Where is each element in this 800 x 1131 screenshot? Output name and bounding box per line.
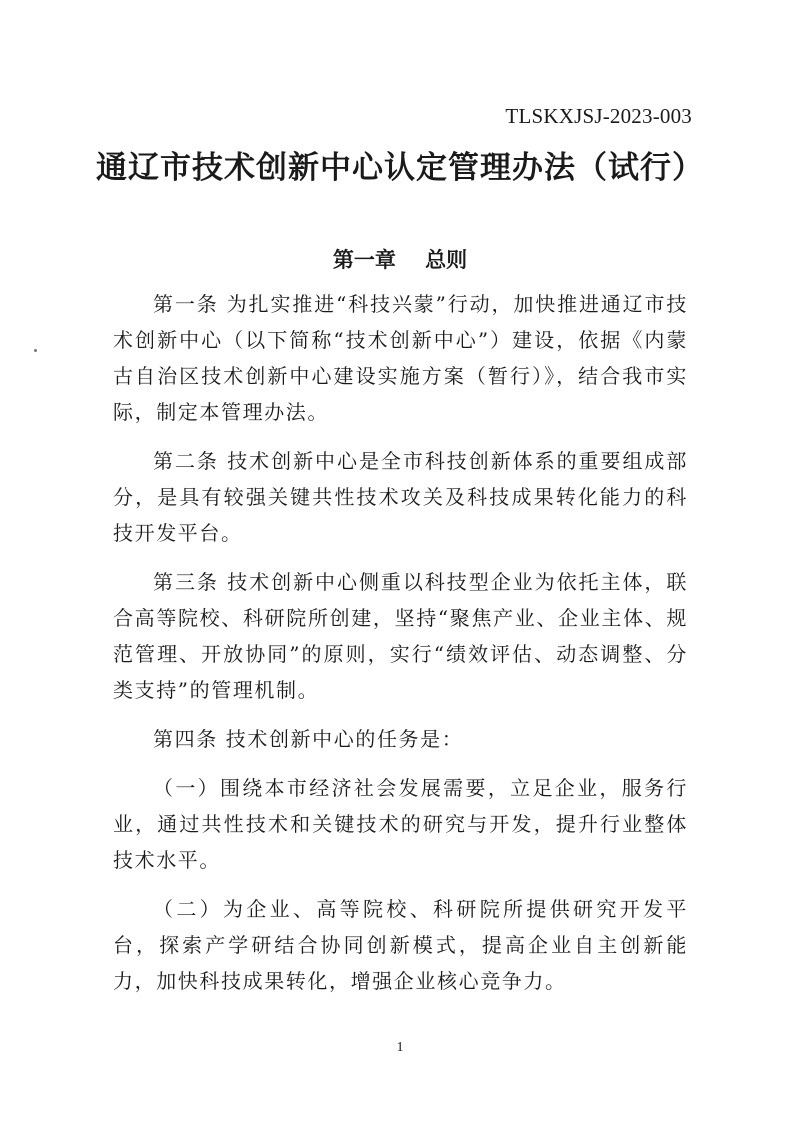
- chapter-heading: 第一章 总则: [332, 248, 468, 272]
- article-3-paragraph: 第三条 技术创新中心侧重以科技型企业为依托主体，联合高等院校、科研院所创建，坚持“聚焦产业、企业主体、规范管理、开放协同”的原则，实行“绩效评估、动态调整、分类支持”的管理机制。: [113, 570, 688, 702]
- document-body: [113, 286, 688, 1012]
- scan-artifact-dot: [34, 349, 37, 352]
- document-code: TLSKXJSJ-2023-003: [505, 104, 692, 128]
- article-2-paragraph: 第二条 技术创新中心是全市科技创新体系的重要组成部分，是具有较强关键共性技术攻关及科技成果转化能力的科技开发平台。: [113, 449, 688, 545]
- article-4-paragraph: 第四条 技术创新中心的任务是：: [153, 727, 464, 751]
- task-item-2-paragraph: （二）为企业、高等院校、科研院所提供研究开发平台，探索产学研结合协同创新模式，提高企业自主创新能力，加快科技成果转化，增强企业核心竞争力。: [113, 897, 688, 993]
- article-1-paragraph: 第一条 为扎实推进“科技兴蒙”行动，加快推进通辽市技术创新中心（以下简称“技术创新中心”）建设，依据《内蒙古自治区技术创新中心建设实施方案（暂行）》，结合我市实际，制定本管理办法。: [113, 292, 688, 424]
- task-item-1-paragraph: （一）围绕本市经济社会发展需要，立足企业，服务行业，通过共性技术和关键技术的研究与开发，提升行业整体技术水平。: [113, 776, 688, 872]
- document-title: 通辽市技术创新中心认定管理办法（试行）: [96, 150, 704, 186]
- page-number: 1: [396, 1040, 404, 1055]
